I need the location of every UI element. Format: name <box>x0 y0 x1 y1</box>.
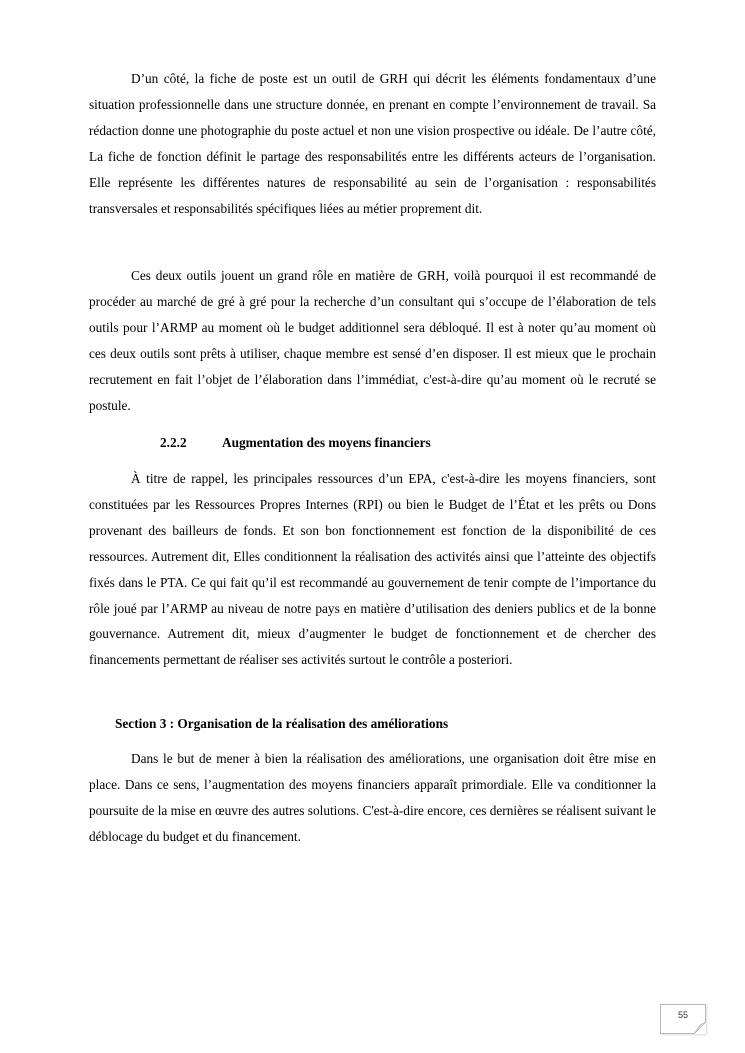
paragraph-job-description <box>89 66 656 221</box>
paragraph-text: Ces deux outils jouent un grand rôle en matière de GRH, voilà pourquoi il est recommandé de procéder au marché de gré à gré pour la recherche d’un consultant qui s’occupe de l’élaboration de tels outils pour l’ARMP au moment où le budget additionnel sera débloqué. Il est à noter qu’au moment où ces deux outils sont prêts à utiliser, chaque membre est sensé d’en disposer. Il est mieux que le prochain recrutement en fait l’objet de l’élaboration dans l’immédiat, c'est-à-dire qu’au moment où le recruté se postule. <box>89 268 656 413</box>
subsection-heading <box>160 435 431 451</box>
paragraph-financial-resources <box>89 466 656 673</box>
paragraph-text: À titre de rappel, les principales ressources d’un EPA, c'est-à-dire les moyens financiers, sont constituées par les Ressources Propres Internes (RPI) ou bien le Budget de l’État et les prêts ou Dons provenant des bailleurs de fonds. Et son bon fonctionnement est fonction de la disponibilité de ces ressources. Autrement dit, Elles conditionnent la réalisation des activités ainsi que l’atteinte des objectifs fixés dans le PTA. Ce qui fait qu’il est recommandé au gouvernement de tenir compte de l’importance du rôle joué par l’ARMP au niveau de notre pays en matière d’utilisation des deniers publics et de la bonne gouvernance. Autrement dit, mieux d’augmenter le budget de fonctionnement et de chercher des financements permettant de réaliser ses activités surtout le contrôle a posteriori. <box>89 471 656 668</box>
paragraph-organisation <box>89 746 656 850</box>
page-number: 55 <box>677 1010 688 1020</box>
paragraph-hr-tools <box>89 263 656 418</box>
section-heading: Section 3 : Organisation de la réalisation des améliorations <box>115 716 449 731</box>
page-number-box <box>660 1004 706 1034</box>
page-curl-icon <box>694 1022 706 1034</box>
paragraph-text: D’un côté, la fiche de poste est un outil de GRH qui décrit les éléments fondamentaux d’une situation professionnelle dans une structure donnée, en prenant en compte l’environnement de travail. Sa rédaction donne une photographie du poste actuel et non une vision prospective ou idéale. De l’autre côté, La fiche de fonction définit le partage des responsabilités entre les différents acteurs de l’organisation. Elle représente les différentes natures de responsabilité au sein de l’organisation : responsabilités transversales et responsabilités spécifiques liées au métier proprement dit. <box>89 71 656 216</box>
subsection-title: Augmentation des moyens financiers <box>222 435 431 450</box>
subsection-number: 2.2.2 <box>160 435 187 450</box>
paragraph-text: Dans le but de mener à bien la réalisation des améliorations, une organisation doit être mise en place. Dans ce sens, l’augmentation des moyens financiers apparaît primordiale. Elle va conditionner la poursuite de la mise en œuvre des autres solutions. C'est-à-dire encore, ces dernières se réalisent suivant le déblocage du budget et du financement. <box>89 751 656 844</box>
